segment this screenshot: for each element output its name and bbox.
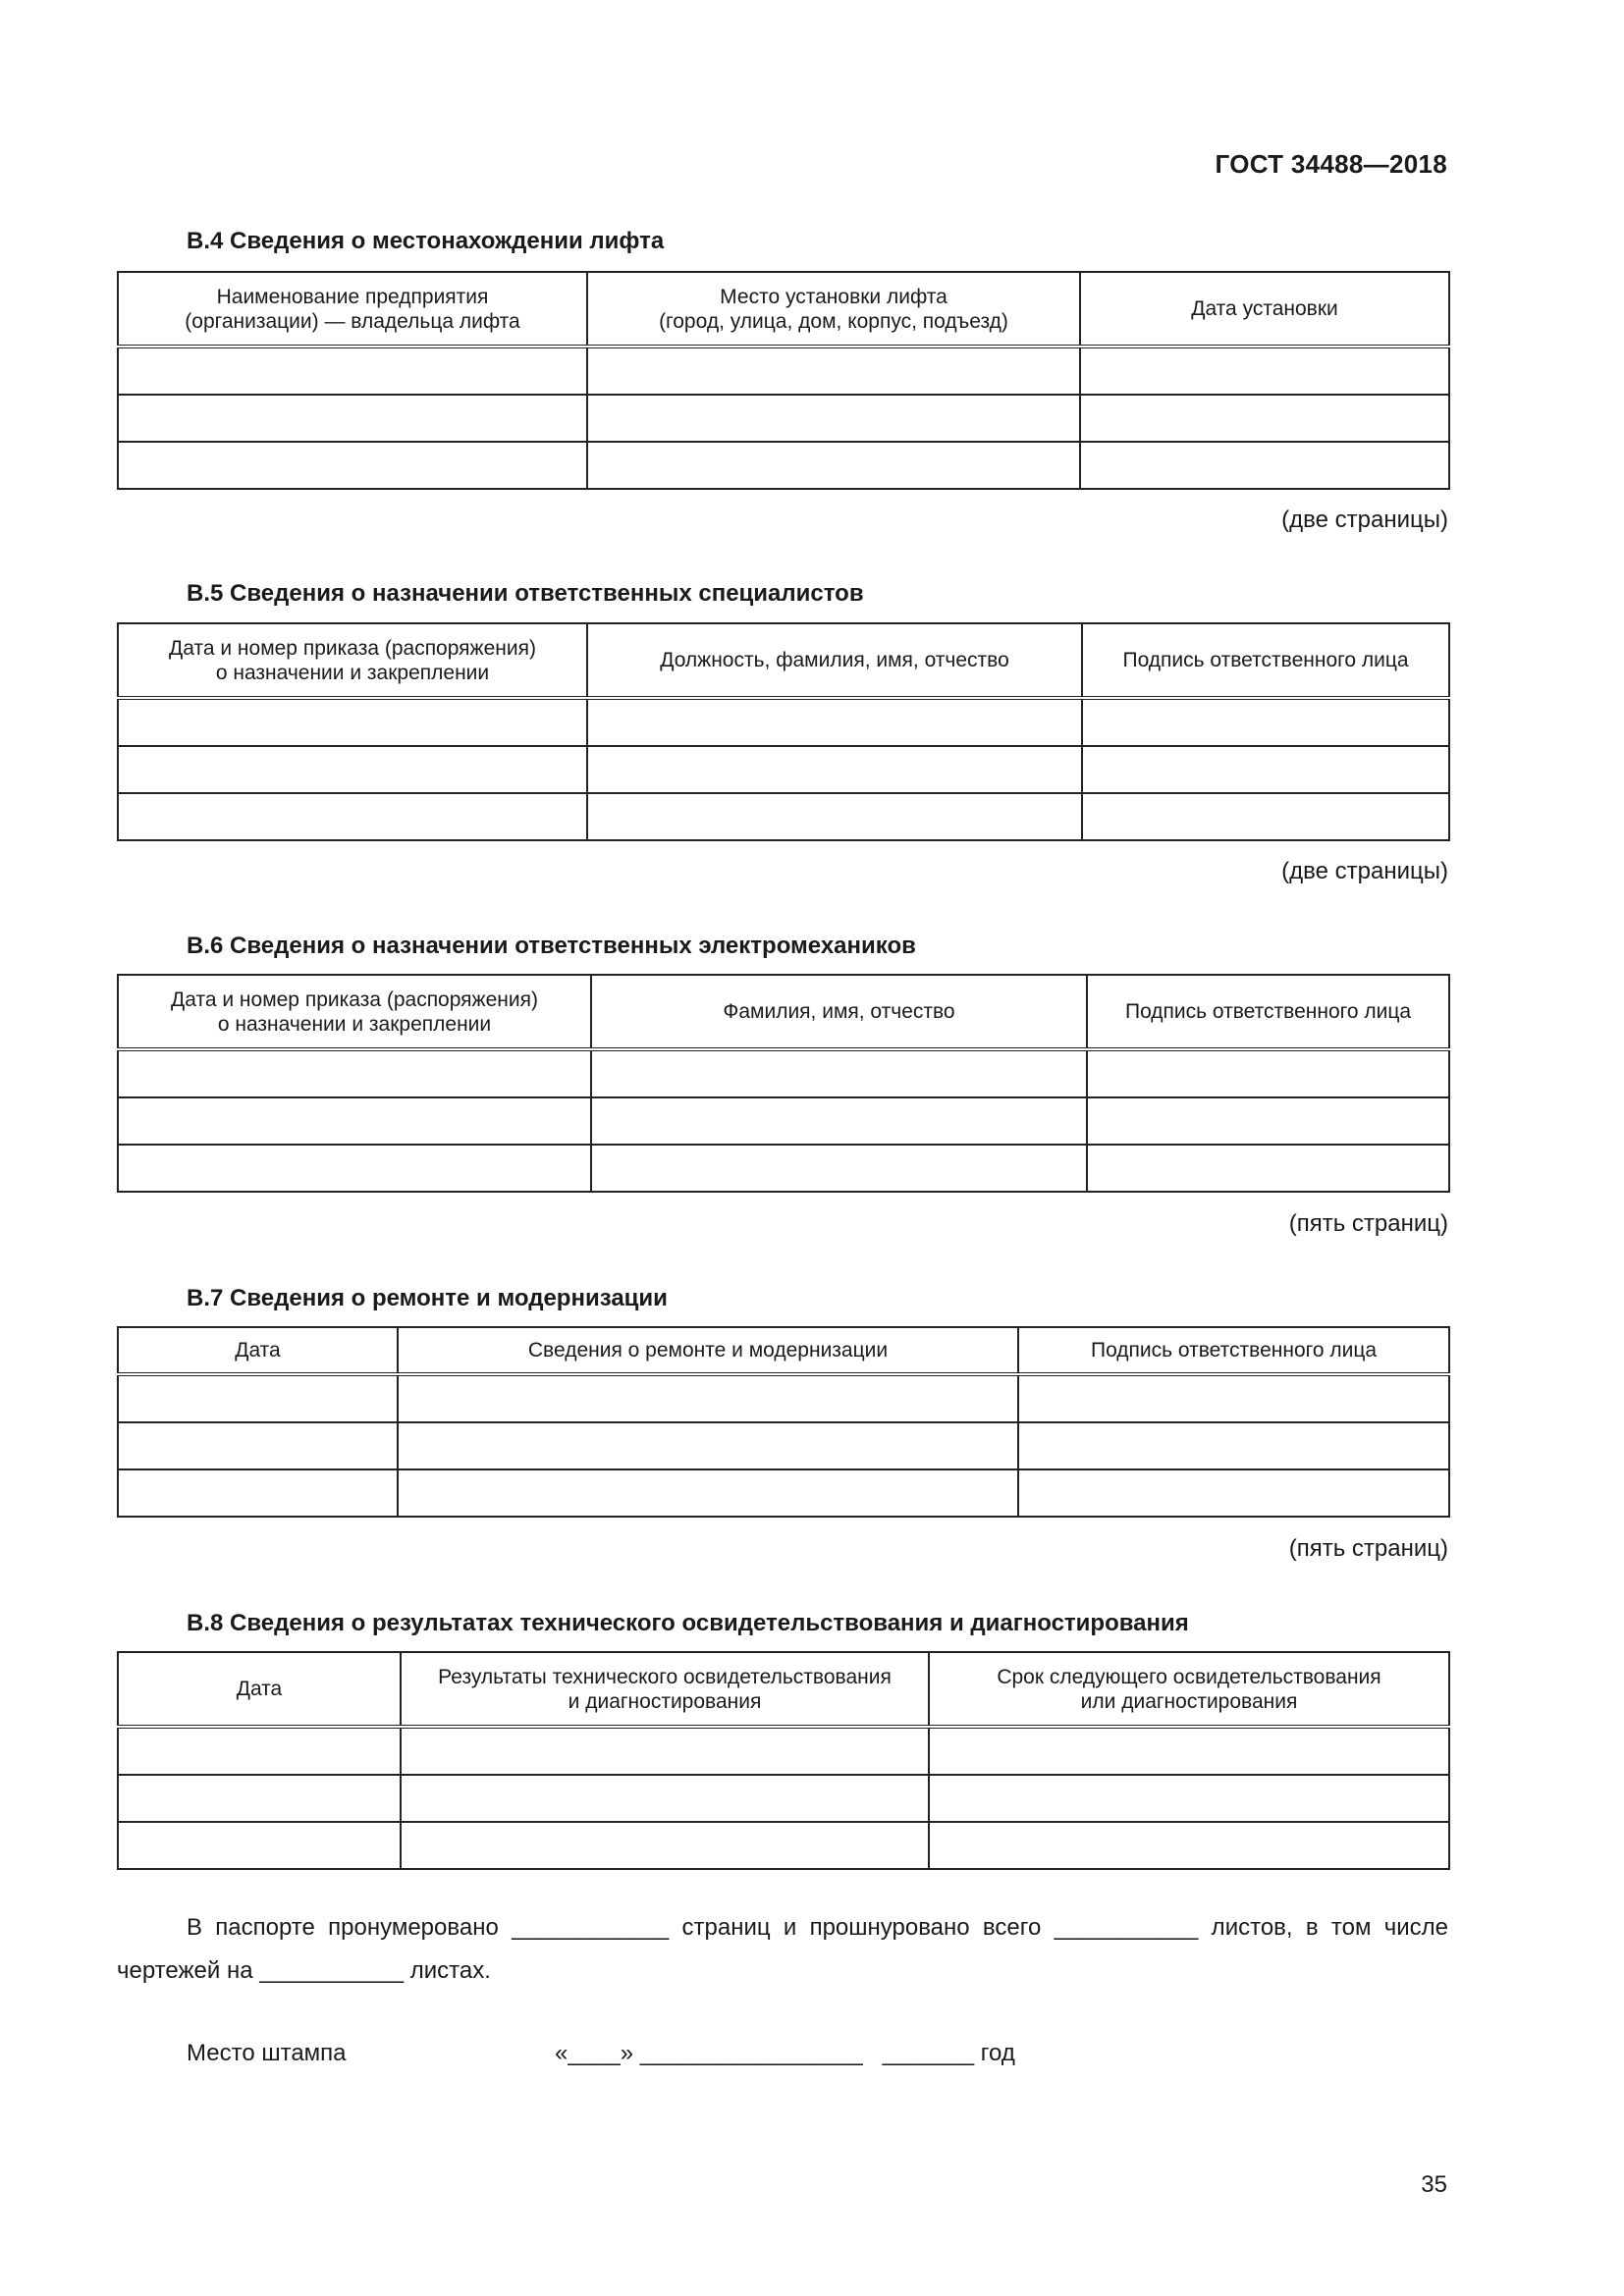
page-number: 35 <box>1421 2171 1447 2198</box>
column-header: Место установки лифта (город, улица, дом, корпус, подъезд) <box>587 272 1080 347</box>
document-code: ГОСТ 34488—2018 <box>1215 149 1447 179</box>
table-b4 <box>117 271 1450 490</box>
table-row <box>118 1469 1449 1517</box>
table-cell[interactable] <box>1080 442 1449 489</box>
table-cell[interactable] <box>118 1049 591 1097</box>
table-row <box>118 442 1449 489</box>
table-cell[interactable] <box>587 746 1082 793</box>
column-header: Дата и номер приказа (распоряжения) о назначении и закреплении <box>118 623 587 698</box>
column-header: Срок следующего освидетельствования или диагностирования <box>929 1652 1449 1727</box>
table-cell[interactable] <box>118 746 587 793</box>
table-cell[interactable] <box>587 442 1080 489</box>
table-cell[interactable] <box>1018 1422 1449 1469</box>
table-cell[interactable] <box>1018 1374 1449 1422</box>
paragraph-line <box>117 1949 1448 1993</box>
table-cell[interactable] <box>1082 793 1449 840</box>
table-cell[interactable] <box>118 442 587 489</box>
table-row <box>118 1145 1449 1192</box>
column-header: Дата и номер приказа (распоряжения) о назначении и закреплении <box>118 975 591 1049</box>
section-title-b5: В.5 Сведения о назначении ответственных специалистов <box>187 580 864 607</box>
section-title-b8: В.8 Сведения о результатах технического освидетельствования и диагностирования <box>187 1610 1189 1636</box>
table-b6 <box>117 974 1450 1193</box>
column-header: Дата <box>118 1327 398 1374</box>
table-cell[interactable] <box>1080 395 1449 442</box>
table-cell[interactable] <box>118 1374 398 1422</box>
table-cell[interactable] <box>1087 1049 1449 1097</box>
table-row <box>118 746 1449 793</box>
page-count-note: (две страницы) <box>1281 858 1448 884</box>
column-header: Подпись ответственного лица <box>1082 623 1449 698</box>
table-cell[interactable] <box>1080 347 1449 395</box>
column-header: Дата установки <box>1080 272 1449 347</box>
table-cell[interactable] <box>1087 1097 1449 1145</box>
table-row <box>118 1727 1449 1775</box>
page-count-note: (две страницы) <box>1281 507 1448 533</box>
paragraph-line <box>117 1906 1448 1949</box>
table-b7 <box>117 1326 1450 1518</box>
table-cell[interactable] <box>1082 698 1449 746</box>
table-b5 <box>117 622 1450 841</box>
table-cell[interactable] <box>587 347 1080 395</box>
date-line: «____» _________________ _______ год <box>555 2040 1015 2066</box>
table-row <box>118 1049 1449 1097</box>
section-title-b6: В.6 Сведения о назначении ответственных электромехаников <box>187 933 916 959</box>
column-header: Наименование предприятия (организации) — владельца лифта <box>118 272 587 347</box>
table-cell[interactable] <box>591 1049 1087 1097</box>
table-row <box>118 1822 1449 1869</box>
table-row <box>118 1422 1449 1469</box>
table-cell[interactable] <box>398 1374 1018 1422</box>
table-row <box>118 793 1449 840</box>
table-row <box>118 347 1449 395</box>
table-row <box>118 1374 1449 1422</box>
table-cell[interactable] <box>118 347 587 395</box>
table-cell[interactable] <box>1087 1145 1449 1192</box>
table-cell[interactable] <box>401 1822 929 1869</box>
table-cell[interactable] <box>591 1097 1087 1145</box>
table-cell[interactable] <box>1018 1469 1449 1517</box>
table-row <box>118 1097 1449 1145</box>
column-header: Дата <box>118 1652 401 1727</box>
table-cell[interactable] <box>118 1097 591 1145</box>
table-cell[interactable] <box>398 1469 1018 1517</box>
table-cell[interactable] <box>118 698 587 746</box>
table-cell[interactable] <box>118 1422 398 1469</box>
table-cell[interactable] <box>401 1775 929 1822</box>
table-cell[interactable] <box>118 793 587 840</box>
section-title-b4: В.4 Сведения о местонахождении лифта <box>187 228 665 254</box>
table-cell[interactable] <box>929 1727 1449 1775</box>
page-count-note: (пять страниц) <box>1288 1210 1448 1237</box>
table-cell[interactable] <box>398 1422 1018 1469</box>
section-title-b7: В.7 Сведения о ремонте и модернизации <box>187 1285 668 1311</box>
numbering-paragraph <box>117 1906 1448 1993</box>
column-header: Фамилия, имя, отчество <box>591 975 1087 1049</box>
table-b8 <box>117 1651 1450 1870</box>
table-row <box>118 1775 1449 1822</box>
table-cell[interactable] <box>587 793 1082 840</box>
stamp-label: Место штампа <box>187 2040 347 2066</box>
paragraph-text: В паспорте пронумеровано ____________ страниц и прошнуровано всего ___________ листов, в том числе <box>187 1914 1448 1941</box>
column-header: Подпись ответственного лица <box>1018 1327 1449 1374</box>
table-cell[interactable] <box>118 1469 398 1517</box>
column-header: Сведения о ремонте и модернизации <box>398 1327 1018 1374</box>
table-row <box>118 698 1449 746</box>
column-header: Результаты технического освидетельствования и диагностирования <box>401 1652 929 1727</box>
table-cell[interactable] <box>118 1775 401 1822</box>
page-count-note: (пять страниц) <box>1288 1535 1448 1562</box>
table-row <box>118 395 1449 442</box>
table-cell[interactable] <box>929 1822 1449 1869</box>
table-cell[interactable] <box>1082 746 1449 793</box>
table-cell[interactable] <box>587 395 1080 442</box>
table-cell[interactable] <box>118 395 587 442</box>
paragraph-text: чертежей на ___________ листах. <box>117 1957 491 1984</box>
table-cell[interactable] <box>929 1775 1449 1822</box>
table-cell[interactable] <box>591 1145 1087 1192</box>
column-header: Должность, фамилия, имя, отчество <box>587 623 1082 698</box>
table-cell[interactable] <box>401 1727 929 1775</box>
table-cell[interactable] <box>587 698 1082 746</box>
table-cell[interactable] <box>118 1822 401 1869</box>
table-cell[interactable] <box>118 1727 401 1775</box>
table-cell[interactable] <box>118 1145 591 1192</box>
column-header: Подпись ответственного лица <box>1087 975 1449 1049</box>
